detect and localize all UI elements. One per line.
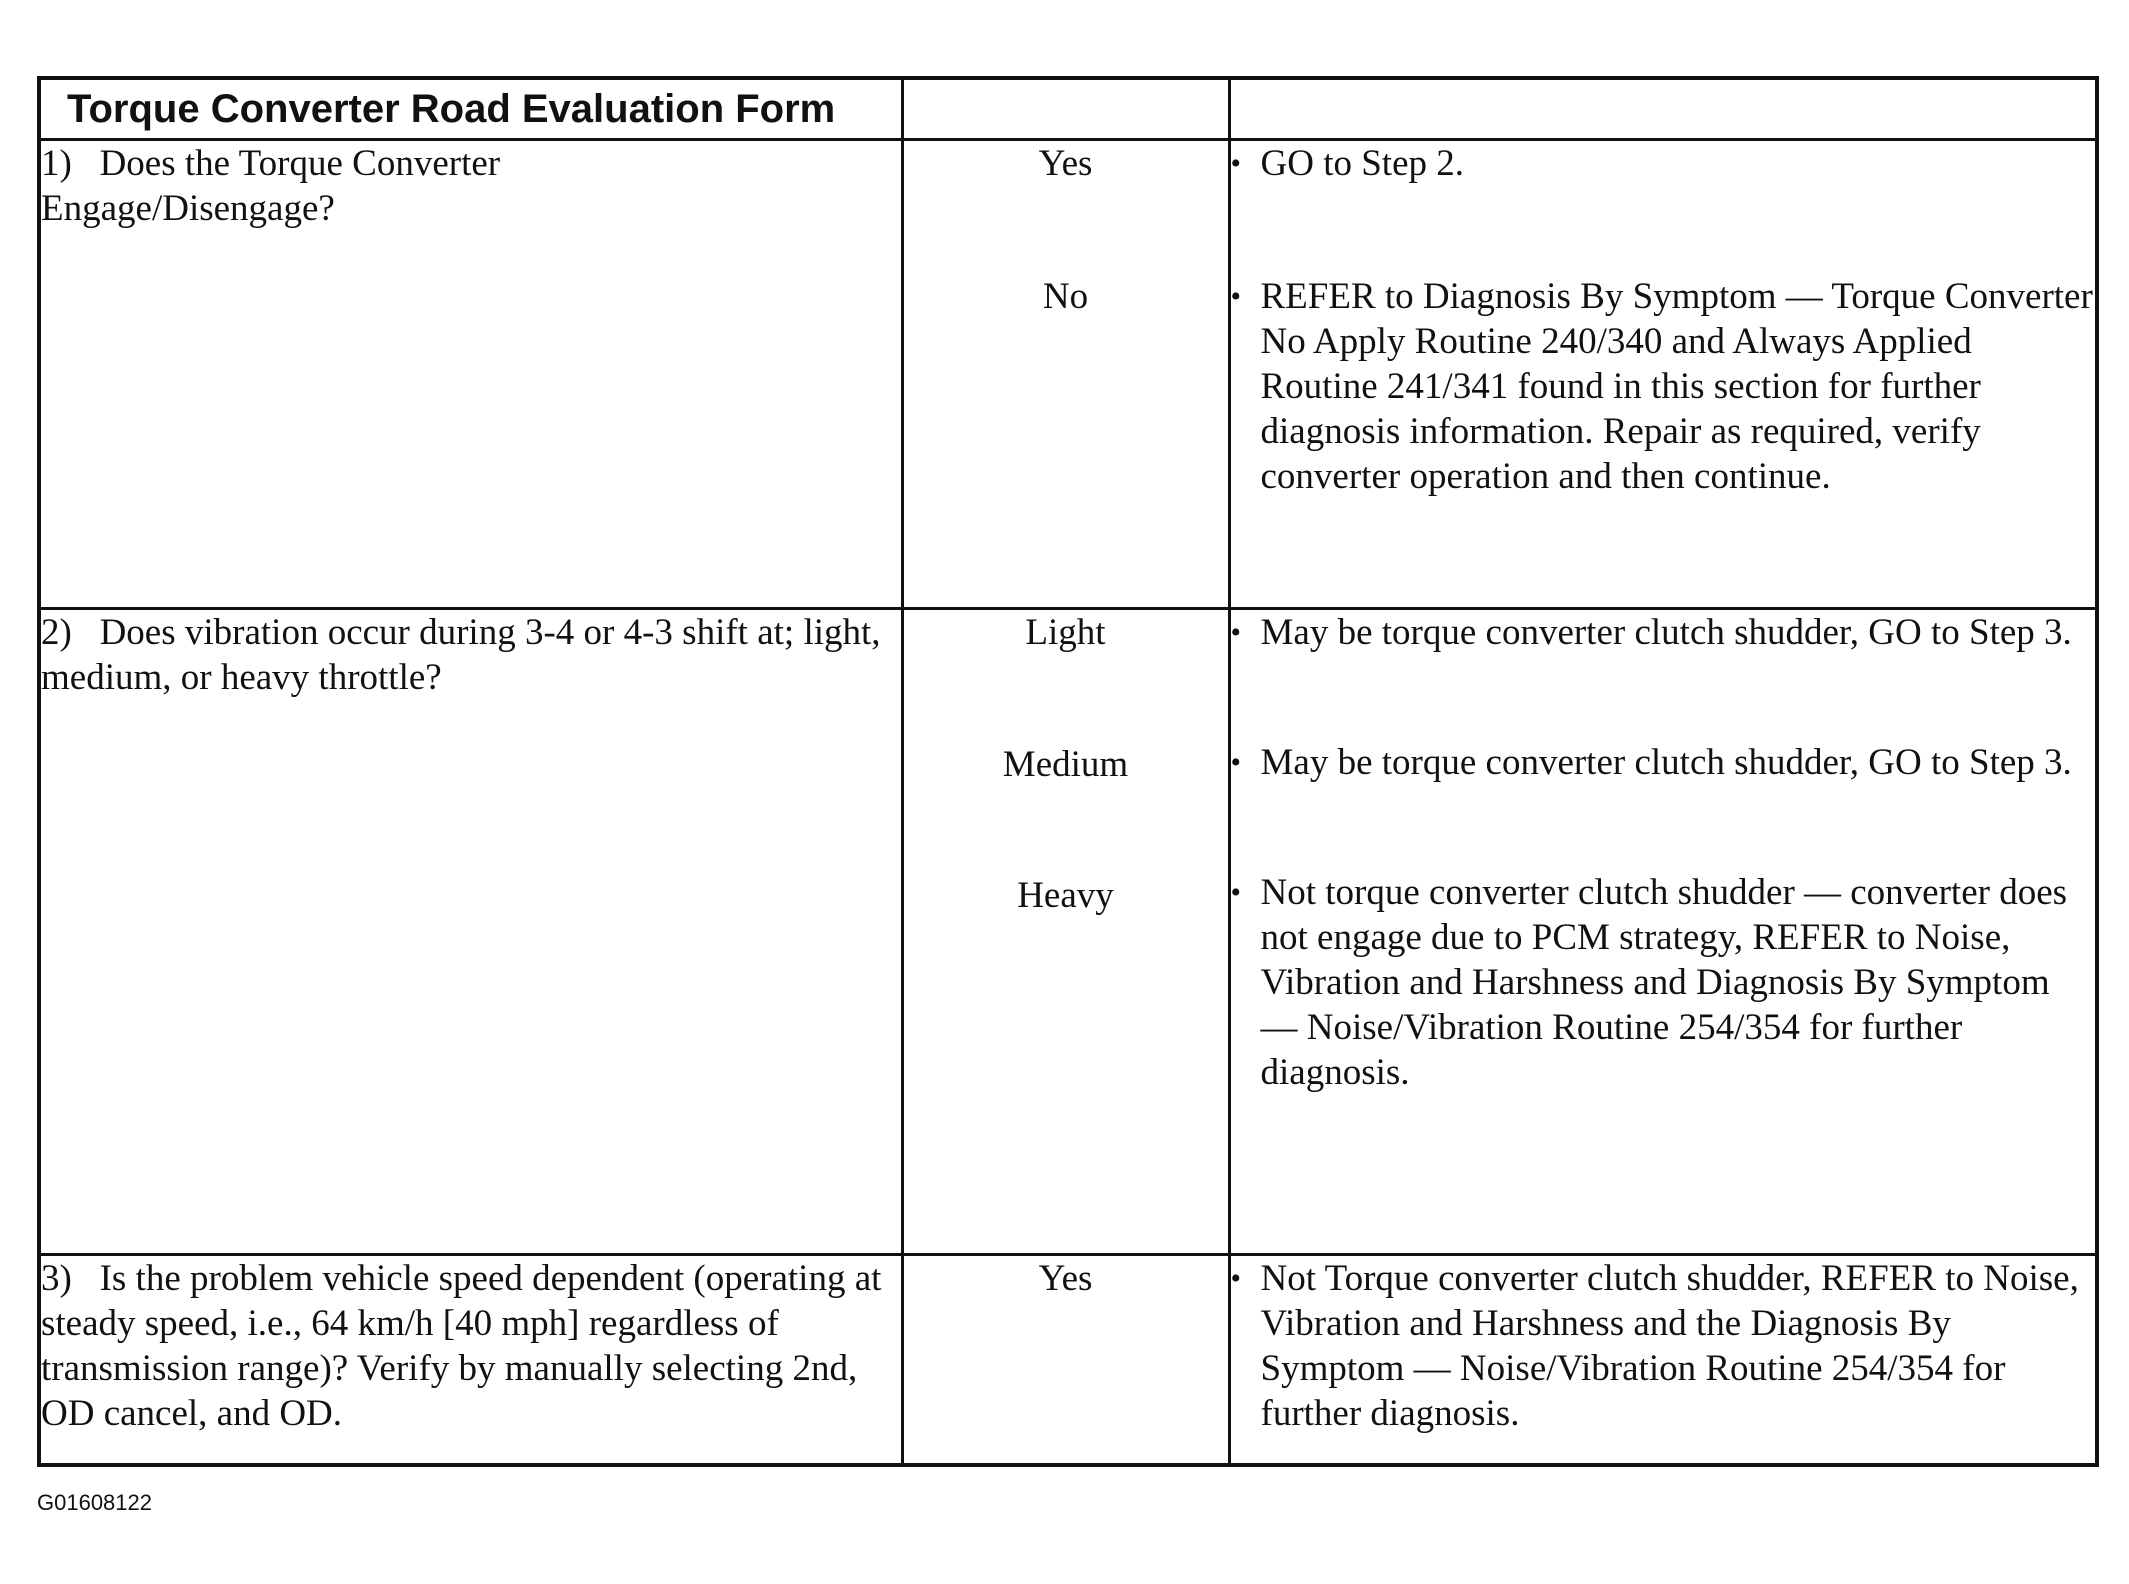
step-2-result-heavy: [1231, 870, 2096, 1095]
bullet-icon: •: [1230, 280, 1242, 314]
result-text: Not torque converter clutch shudder — converter does not engage due to PCM strategy, REFER to Noise, Vibration and Harshness and Diagnosis By Symptom — Noise/Vibration Routine 254/354 for further diagnosis.: [1260, 872, 2068, 1094]
step-2-result-light: [1231, 610, 2096, 655]
bullet-icon: •: [1230, 1262, 1242, 1296]
result-text: May be torque converter clutch shudder, GO to Step 3.: [1260, 742, 2072, 784]
step-1-result-no: [1231, 274, 2096, 499]
figure-id: G01608122: [37, 1490, 152, 1515]
step-1-results: [1229, 140, 2097, 609]
step-3-results: [1229, 1255, 2097, 1465]
step-3-result-yes: [1231, 1256, 2096, 1436]
bullet-icon: •: [1230, 616, 1242, 650]
step-1-question: 1) Does the Torque Converter Engage/Disengage?: [39, 140, 902, 609]
result-text: REFER to Diagnosis By Symptom — Torque Converter No Apply Routine 240/340 and Always Applied Routine 241/341 found in this section for further diagnosis information. Repair as required, verify converter operation and then continue.: [1260, 276, 2093, 498]
step-row-2: [39, 609, 2097, 1255]
form-title: Torque Converter Road Evaluation Form: [39, 78, 902, 140]
header-cell-result: [1229, 78, 2097, 140]
step-2-question: 2) Does vibration occur during 3-4 or 4-3 shift at; light, medium, or heavy throttle?: [39, 609, 902, 1255]
evaluation-form-table: [37, 76, 2099, 1467]
result-text: Not Torque converter clutch shudder, REFER to Noise, Vibration and Harshness and the Diagnosis By Symptom — Noise/Vibration Routine 254/354 for further diagnosis.: [1260, 1258, 2079, 1435]
step-3-answers: [902, 1255, 1229, 1465]
bullet-icon: •: [1230, 746, 1242, 780]
header-cell-answer: [902, 78, 1229, 140]
step-3-answer-yes: Yes: [1038, 1258, 1093, 1300]
step-row-3: [39, 1255, 2097, 1465]
step-1-answers: [902, 140, 1229, 609]
result-text: May be torque converter clutch shudder, GO to Step 3.: [1260, 612, 2072, 654]
result-text: GO to Step 2.: [1260, 143, 1464, 185]
step-2-results: [1229, 609, 2097, 1255]
step-2-answer-light: Light: [1025, 612, 1106, 654]
step-2-answers: [902, 609, 1229, 1255]
bullet-icon: •: [1230, 147, 1242, 181]
step-2-result-medium: [1231, 740, 2096, 785]
step-1-answer-no: No: [1042, 276, 1089, 318]
header-row: [39, 78, 2097, 140]
step-2-answer-medium: Medium: [1002, 744, 1129, 786]
step-1-result-yes: [1231, 141, 2096, 186]
step-1-answer-yes: Yes: [1038, 143, 1093, 185]
bullet-icon: •: [1230, 876, 1242, 910]
step-3-question: 3) Is the problem vehicle speed dependent (operating at steady speed, i.e., 64 km/h [40 mph] regardless of transmission range)? Verify by manually selecting 2nd, OD cancel, and OD.: [39, 1255, 902, 1465]
step-row-1: [39, 140, 2097, 609]
step-2-answer-heavy: Heavy: [1017, 875, 1114, 917]
